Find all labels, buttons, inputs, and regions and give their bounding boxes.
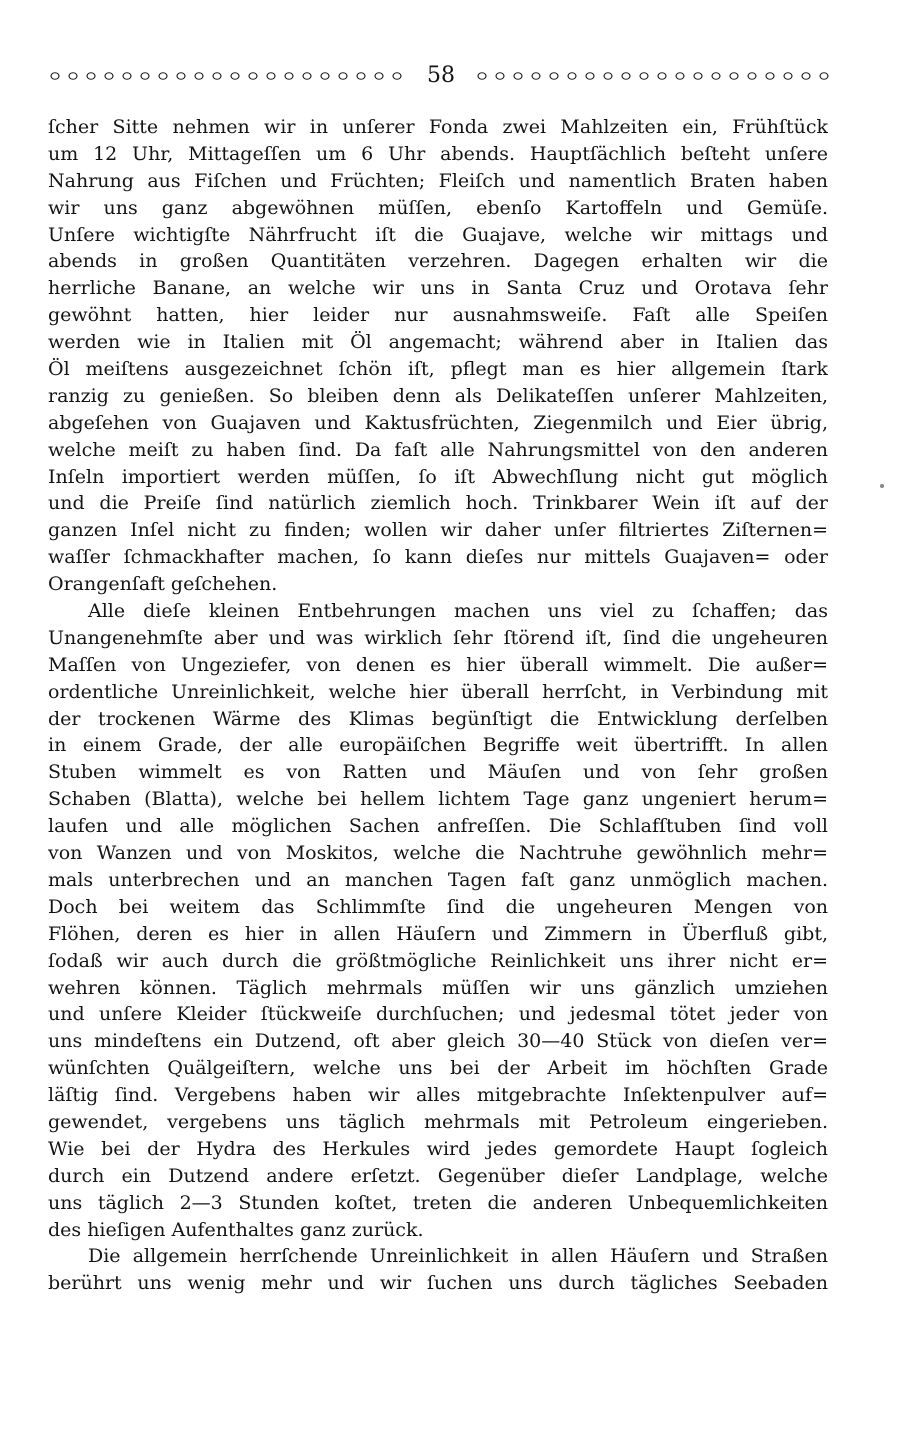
- text-line: Doch bei weitem das Schlimmſte ſind die ungeheuren Mengen von: [48, 895, 828, 918]
- text-line: Flöhen, deren es hier in allen Häuſern und Zimmern in Überfluß gibt,: [48, 922, 828, 945]
- margin-speck: [880, 484, 884, 488]
- text-line: wir uns ganz abgewöhnen müſſen, ebenſo Kartoffeln und Gemüſe.: [48, 196, 828, 219]
- text-line: Die allgemein herrſchende Unreinlichkeit in allen Häuſern und Straßen: [88, 1245, 828, 1268]
- text-line: abgeſehen von Guajaven und Kaktusfrüchten, Ziegenmilch und Eier übrig,: [48, 411, 828, 434]
- text-line: Maſſen von Ungeziefer, von denen es hier überall wimmelt. Die außer=: [48, 653, 828, 676]
- text-line: abends in großen Quantitäten verzehren. Dagegen erhalten wir die: [48, 250, 828, 273]
- text-line: ganzen Inſel nicht zu finden; wollen wir daher unſer filtriertes Ziſternen=: [48, 519, 828, 542]
- text-line: wehren können. Täglich mehrmals müſſen wir uns gänzlich umziehen: [48, 976, 828, 999]
- text-line: Wie bei der Hydra des Herkules wird jedes gemordete Haupt ſogleich: [48, 1137, 828, 1160]
- text-line: uns mindeſtens ein Dutzend, oft aber gleich 30—40 Stück von dieſen ver=: [48, 1030, 828, 1053]
- text-line: gewöhnt hatten, hier leider nur ausnahmsweiſe. Faſt alle Speiſen: [48, 304, 828, 327]
- text-line: und unſere Kleider ſtückweiſe durchſuchen; und jedesmal tötet jeder von: [48, 1003, 828, 1026]
- page-number: 58: [427, 63, 455, 88]
- text-line: Öl meiſtens ausgezeichnet ſchön iſt, pflegt man es hier allgemein ſtark: [48, 358, 828, 381]
- text-line: ſodaß wir auch durch die größtmögliche Reinlichkeit uns ihrer nicht er=: [48, 949, 828, 972]
- text-line: ranzig zu genießen. So bleiben denn als Delikateſſen unſerer Mahlzeiten,: [48, 384, 828, 407]
- text-line: gewendet, vergebens uns täglich mehrmals mit Petroleum eingerieben.: [48, 1110, 828, 1133]
- text-line: uns täglich 2—3 Stunden koſtet, treten die anderen Unbequemlichkeiten: [48, 1191, 828, 1214]
- text-line: läſtig ſind. Vergebens haben wir alles mitgebrachte Inſektenpulver auf=: [48, 1084, 828, 1107]
- text-line: und die Preiſe ſind natürlich ziemlich hoch. Trinkbarer Wein iſt auf der: [48, 492, 828, 515]
- text-line: Unſere wichtigſte Nährfrucht iſt die Guajave, welche wir mittags und: [48, 223, 828, 246]
- text-line: Unangenehmſte aber und was wirklich ſehr ſtörend iſt, ſind die ungeheuren: [48, 626, 828, 649]
- text-line: um 12 Uhr, Mittageſſen um 6 Uhr abends. Hauptſächlich beſteht unſere: [48, 142, 828, 165]
- text-line: von Wanzen und von Moskitos, welche die Nachtruhe gewöhnlich mehr=: [48, 842, 828, 865]
- header-ornament-left: [46, 66, 409, 86]
- text-line: Orangenſaft geſchehen.: [48, 573, 278, 596]
- text-line: durch ein Dutzend andere erſetzt. Gegenüber dieſer Landplage, welche: [48, 1164, 828, 1187]
- text-line: waſſer ſchmackhafter machen, ſo kann dieſes nur mittels Guajaven= oder: [48, 546, 828, 569]
- text-line: mals unterbrechen und an manchen Tagen faſt ganz unmöglich machen.: [48, 868, 828, 891]
- header-ornament-right: [473, 66, 836, 86]
- text-line: laufen und alle möglichen Sachen anfreſſen. Die Schlafſtuben ſind voll: [48, 815, 828, 838]
- text-line: Inſeln importiert werden müſſen, ſo iſt Abwechſlung nicht gut möglich: [48, 465, 828, 488]
- text-line: ſcher Sitte nehmen wir in unſerer Fonda zwei Mahlzeiten ein, Frühſtück: [48, 116, 828, 138]
- text-line: ordentliche Unreinlichkeit, welche hier überall herrſcht, in Verbindung mit: [48, 680, 828, 703]
- text-line: Alle dieſe kleinen Entbehrungen machen uns viel zu ſchaffen; das: [88, 600, 828, 623]
- text-line: des hieſigen Aufenthaltes ganz zurück.: [48, 1218, 424, 1241]
- text-line: in einem Grade, der alle europäiſchen Begriffe weit übertrifft. In allen: [48, 734, 828, 757]
- text-line: der trockenen Wärme des Klimas begünſtigt die Entwicklung derſelben: [48, 707, 828, 730]
- body-text: [48, 114, 828, 1297]
- text-line: welche meiſt zu haben ſind. Da faſt alle Nahrungsmittel von den anderen: [48, 438, 828, 461]
- text-line: Nahrung aus Fiſchen und Früchten; Fleiſch und namentlich Braten haben: [48, 169, 828, 192]
- text-line: Stuben wimmelt es von Ratten und Mäuſen und von ſehr großen: [48, 761, 828, 784]
- running-header: [46, 63, 836, 88]
- text-line: herrliche Banane, an welche wir uns in Santa Cruz und Orotava ſehr: [48, 277, 828, 300]
- text-line: wünſchten Quälgeiſtern, welche uns bei der Arbeit im höchſten Grade: [48, 1057, 828, 1080]
- text-line: Schaben (Blatta), welche bei hellem lichtem Tage ganz ungeniert herum=: [48, 788, 828, 811]
- text-line: berührt uns wenig mehr und wir ſuchen uns durch tägliches Seebaden: [48, 1272, 828, 1295]
- text-line: werden wie in Italien mit Öl angemacht; während aber in Italien das: [48, 331, 828, 354]
